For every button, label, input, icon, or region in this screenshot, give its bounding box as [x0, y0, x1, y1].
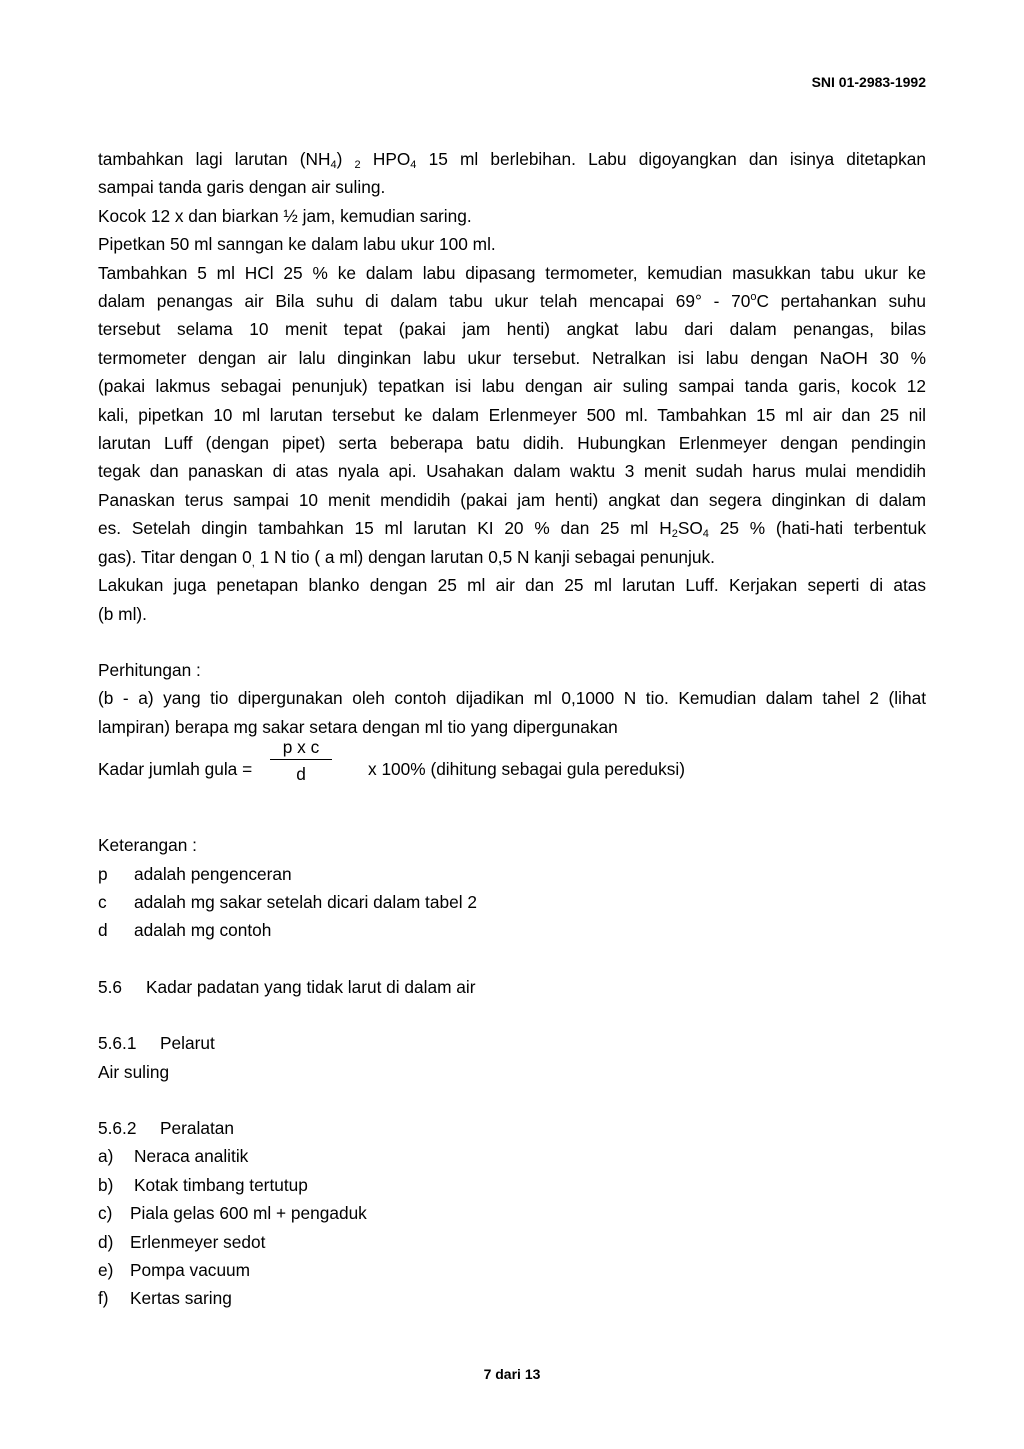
spacer: [98, 1001, 926, 1029]
calculation-heading: Perhitungan :: [98, 659, 201, 680]
text-run: gas). Titar dengan 0: [98, 546, 252, 567]
text-run: ): [336, 149, 355, 169]
subscript: 4: [702, 528, 709, 541]
equipment-item: [98, 1199, 926, 1227]
legend-symbol: c: [98, 891, 107, 912]
procedure-line: [98, 287, 926, 315]
document-body: [98, 145, 926, 1313]
equipment-item: [98, 1256, 926, 1284]
equipment-item: [98, 1228, 926, 1256]
item-label: a): [98, 1146, 114, 1167]
text-run: dalam penangas air Bila suhu di dalam tabu ukur telah mencapai 69° - 70: [98, 291, 751, 312]
section-number: 5.6.1: [98, 1033, 137, 1054]
subscript: ,: [251, 556, 255, 569]
item-label: e): [98, 1260, 114, 1280]
formula-fraction: [270, 733, 332, 784]
text-run: HPO: [360, 149, 411, 169]
item-text: Pompa vacuum: [130, 1260, 251, 1280]
item-label: b): [98, 1174, 114, 1195]
subscript: 4: [410, 159, 417, 171]
procedure-line: tegak dan panaskan di atas nyala api. Usahakan dalam waktu 3 menit sudah harus mulai mendidih: [98, 461, 926, 482]
subscript: 2: [671, 528, 678, 541]
item-text: Kotak timbang tertutup: [134, 1174, 308, 1195]
section-number: 5.6.2: [98, 1117, 137, 1138]
item-label: f): [98, 1288, 109, 1309]
procedure-line: Pipetkan 50 ml sanngan ke dalam labu ukur 100 ml.: [98, 234, 496, 255]
legend-text: adalah pengenceran: [134, 863, 292, 884]
item-text: Kertas saring: [130, 1288, 232, 1309]
calculation-text: lampiran) berapa mg sakar setara dengan ml tio yang dipergunakan: [98, 716, 618, 737]
legend-heading: Keterangan :: [98, 835, 197, 856]
legend-text: adalah mg sakar setelah dicari dalam tabel 2: [134, 891, 477, 912]
spacer: [98, 628, 926, 656]
procedure-line: [98, 514, 926, 542]
equipment-item: [98, 1171, 926, 1199]
spacer: [98, 1086, 926, 1114]
item-text: Erlenmeyer sedot: [130, 1231, 266, 1252]
procedure-line: Kocok 12 x dan biarkan ½ jam, kemudian saring.: [98, 205, 472, 226]
section-number: 5.6: [98, 976, 123, 997]
page-number: 7 dari 13: [483, 1366, 541, 1382]
item-label: d): [98, 1231, 114, 1252]
procedure-line: Panaskan terus sampai 10 menit mendidih (pakai jam henti) angkat dan segera dinginkan di dalam: [98, 489, 926, 510]
procedure-line: [98, 145, 926, 173]
formula-tail: x 100% (dihitung sebagai gula pereduksi): [368, 759, 686, 780]
procedure-line: Lakukan juga penetapan blanko dengan 25 ml air dan 25 ml larutan Luff. Kerjakan seperti di atas: [98, 575, 926, 596]
spacer: [98, 945, 926, 973]
procedure-line: Tambahkan 5 ml HCl 25 % ke dalam labu dipasang termometer, kemudian masukkan tabu ukur ke: [98, 262, 926, 283]
item-text: Neraca analitik: [134, 1146, 249, 1167]
document-code: SNI 01-2983-1992: [811, 74, 926, 90]
spacer: [98, 803, 926, 831]
calculation-text: (b - a) yang tio dipergunakan oleh contoh dijadikan ml 0,1000 N tio. Kemudian dalam tahel 2 (lihat: [98, 688, 926, 709]
procedure-line: sampai tanda garis dengan air suling.: [98, 177, 386, 198]
section-title: Kadar padatan yang tidak larut di dalam air: [146, 976, 476, 997]
procedure-line: kali, pipetkan 10 ml larutan tersebut ke dalam Erlenmeyer 500 ml. Tambahkan 15 ml air dan 25 nil: [98, 404, 926, 425]
item-label: c): [98, 1203, 113, 1224]
procedure-line: (b ml).: [98, 603, 147, 624]
equipment-item: [98, 1284, 926, 1312]
text-run: C pertahankan suhu: [756, 291, 926, 312]
legend-item: [98, 916, 926, 944]
section-heading-5-6-2: [98, 1114, 926, 1142]
item-text: Piala gelas 600 ml + pengaduk: [130, 1203, 367, 1224]
superscript: o: [750, 291, 757, 304]
formula-denominator: d: [296, 764, 306, 785]
legend-symbol: p: [98, 863, 108, 884]
legend-symbol: d: [98, 920, 108, 941]
procedure-line: termometer dengan air lalu dinginkan labu ukur tersebut. Netralkan isi labu dengan NaOH 30 %: [98, 347, 926, 368]
text-run: 15 ml berlebihan. Labu digoyangkan dan isinya ditetapkan: [416, 149, 926, 169]
text-run: tambahkan lagi larutan (NH: [98, 149, 331, 169]
legend-item: [98, 860, 926, 888]
formula-numerator: p x c: [282, 737, 320, 758]
subscript: 4: [330, 159, 337, 171]
section-content: Air suling: [98, 1061, 170, 1082]
procedure-line: [98, 543, 926, 571]
subscript: 2: [354, 159, 361, 171]
section-title: Peralatan: [160, 1117, 234, 1138]
text-run: 1 N tio ( a ml) dengan larutan 0,5 N kanji sebagai penunjuk.: [254, 546, 715, 567]
sugar-content-formula: [98, 737, 926, 803]
text-run: es. Setelah dingin tambahkan 15 ml larutan KI 20 % dan 25 ml H: [98, 518, 672, 539]
section-heading-5-6-1: [98, 1029, 926, 1057]
formula-label: Kadar jumlah gula =: [98, 759, 253, 780]
text-run: SO: [677, 518, 703, 539]
text-run: 25 % (hati-hati terbentuk: [708, 518, 926, 539]
section-heading-5-6: [98, 973, 926, 1001]
legend-item: [98, 888, 926, 916]
procedure-line: (pakai lakmus sebagai penunjuk) tepatkan isi labu dengan air suling sampai tanda garis, kocok 12: [98, 376, 926, 397]
procedure-line: tersebut selama 10 menit tepat (pakai jam henti) angkat labu dari dalam penangas, bilas: [98, 319, 926, 340]
equipment-item: [98, 1142, 926, 1170]
section-title: Pelarut: [160, 1033, 215, 1054]
legend-text: adalah mg contoh: [134, 920, 272, 941]
procedure-line: larutan Luff (dengan pipet) serta beberapa batu didih. Hubungkan Erlenmeyer dengan pendingin: [98, 433, 926, 454]
